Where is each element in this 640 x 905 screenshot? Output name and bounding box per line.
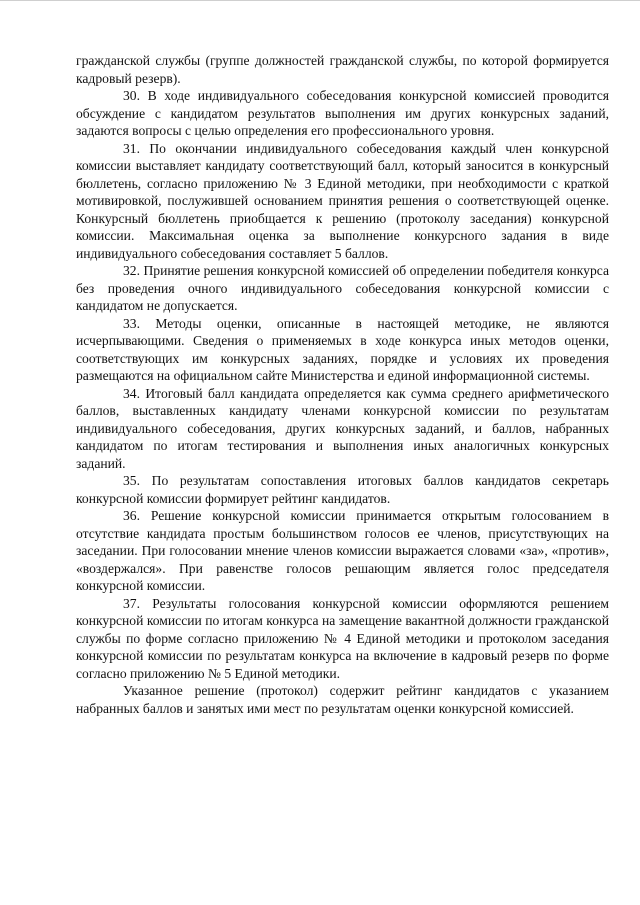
paragraph-37: 37. Результаты голосования конкурсной комиссии оформляются решением конкурсной комиссии по итогам конкурса на замещение вакантной должности гражданской службы по форме согласно приложению № 4 Единой методики и протоколом заседания конкурсной комиссии по результатам конкурса на включение в кадровый резерв по форме согласно приложению № 5 Единой методики. [76, 595, 609, 681]
paragraph-35: 35. По результатам сопоставления итоговых баллов кандидатов секретарь конкурсной комиссии формирует рейтинг кандидатов. [76, 473, 609, 506]
paragraph-33: 33. Методы оценки, описанные в настоящей методике, не являются исчерпывающими. Сведения о применяемых в ходе конкурса иных методов оценки, соответствующих им конкурсных заданиях, порядке и условиях их проведения размещаются на официальном сайте Министерства и единой информационной системы. [76, 315, 609, 383]
paragraph-continuation: гражданской службы (группе должностей гражданской службы, по которой формируется кадровый резерв). [76, 53, 609, 86]
paragraph-30: 30. В ходе индивидуального собеседования конкурсной комиссией проводится обсуждение с кандидатом результатов выполнения им других конкурсных заданий, задаются вопросы с целью определения его профессионального уровня. [76, 88, 609, 138]
paragraph-31: 31. По окончании индивидуального собеседования каждый член конкурсной комиссии выставляет кандидату соответствующий балл, который заносится в конкурсный бюллетень, согласно приложению № 3 Единой методики, при необходимости с краткой мотивировкой, послужившей основанием принятия решения о соответствующей оценке. Конкурсный бюллетень приобщается к решению (протоколу заседания) конкурсной комиссии. Максимальная оценка за выполнение конкурсного задания в виде индивидуального собеседования составляет 5 баллов. [76, 140, 609, 261]
paragraph-36: 36. Решение конкурсной комиссии принимается открытым голосованием в отсутствие кандидата простым большинством голосов ее членов, присутствующих на заседании. При голосовании мнение членов комиссии выражается словами «за», «против», «воздержался». При равенстве голосов решающим является голос председателя конкурсной комиссии. [76, 508, 609, 593]
document-body [76, 52, 609, 717]
paragraph-34: 34. Итоговый балл кандидата определяется как сумма среднего арифметического баллов, выставленных кандидату членами конкурсной комиссии по результатам индивидуального собеседования, других конкурсных заданий, и баллов, набранных кандидатом по итогам тестирования и выполнения иных аналогичных конкурсных заданий. [76, 385, 609, 471]
paragraph-final: Указанное решение (протокол) содержит рейтинг кандидатов с указанием набранных баллов и занятых ими мест по результатам оценки конкурсной комиссией. [76, 683, 609, 716]
paragraph-32: 32. Принятие решения конкурсной комиссией об определении победителя конкурса без проведения очного индивидуального собеседования конкурсной комиссии с кандидатом не допускается. [76, 263, 609, 313]
scan-top-edge [0, 0, 640, 1]
